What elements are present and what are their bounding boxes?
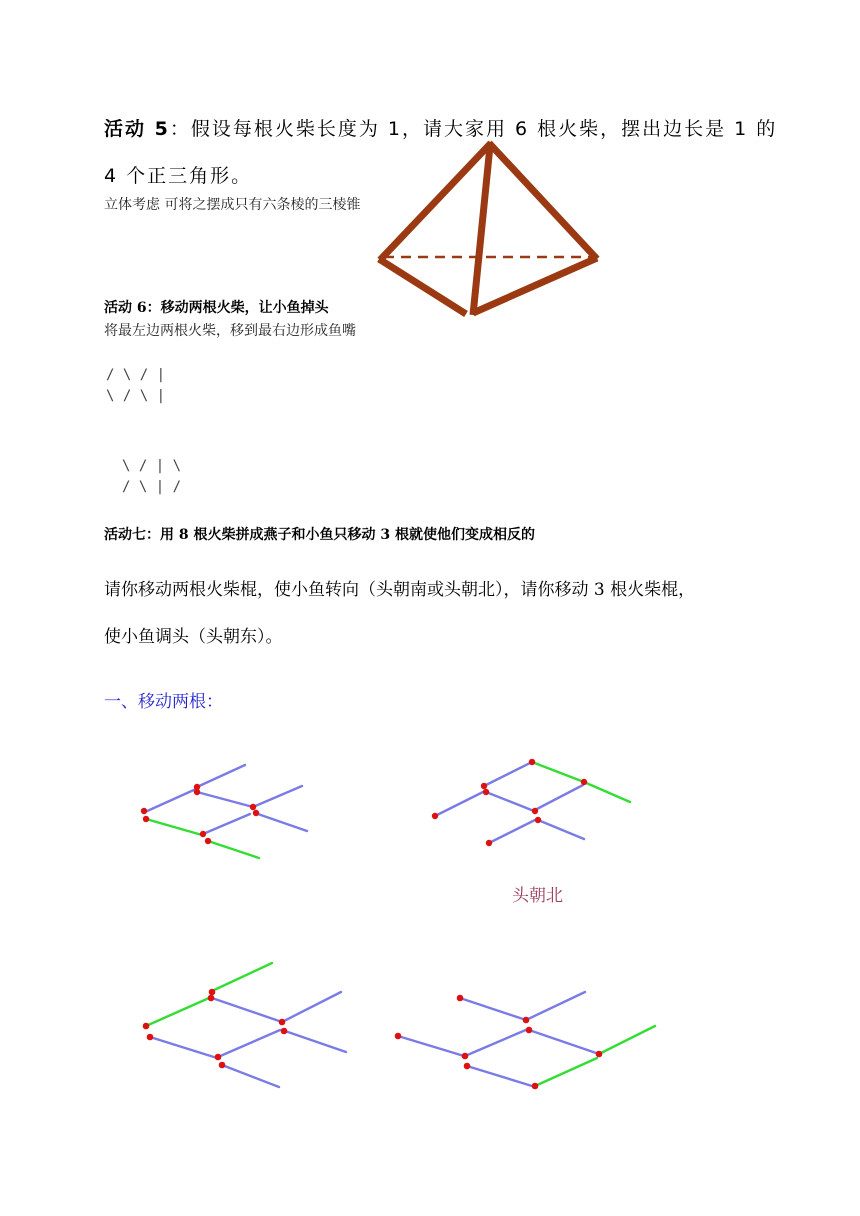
blue-match	[538, 820, 584, 839]
blue-match	[212, 998, 282, 1022]
blue-match	[435, 792, 483, 816]
green-match	[208, 841, 259, 858]
fish1-row2: \ / \ |	[106, 388, 166, 404]
fish-diagram-b	[432, 759, 630, 846]
fish-diagram-a	[141, 765, 307, 858]
blue-match	[535, 785, 583, 810]
blue-match	[255, 813, 307, 831]
blue-match	[398, 1036, 464, 1056]
activity5-note: 立体考虑 可将之摆成只有六条棱的三棱锥	[104, 197, 361, 213]
section1-heading: 一、移动两根：	[104, 692, 223, 712]
green-match	[535, 1058, 597, 1086]
blue-match	[526, 992, 585, 1020]
activity5-label: 活动 5	[104, 118, 170, 140]
blue-match	[460, 998, 526, 1020]
instruction-line1: 请你移动两根火柴棍，使小鱼转向（头朝南或头朝北），请你移动 3 根火柴棍，	[104, 580, 696, 600]
blue-match	[197, 792, 253, 807]
fish1-row1: / \ / |	[106, 367, 166, 383]
green-match	[599, 1026, 655, 1054]
green-match	[212, 963, 272, 991]
green-match	[146, 998, 209, 1026]
blue-match	[150, 1037, 217, 1058]
green-match	[532, 762, 584, 782]
blue-match	[484, 762, 532, 786]
blue-match	[203, 814, 250, 834]
fish-diagram-d	[395, 992, 655, 1089]
blue-match	[486, 792, 534, 811]
blue-match	[465, 1029, 528, 1056]
blue-match	[285, 1031, 346, 1052]
blue-match	[282, 992, 341, 1022]
green-match	[146, 819, 202, 835]
activity6-title: 活动 6：移动两根火柴，让小鱼掉头	[104, 300, 329, 316]
activity7-title: 活动七：用 8 根火柴拼成燕子和小鱼只移动 3 根就使他们变成相反的	[104, 527, 535, 543]
blue-match	[529, 1030, 599, 1054]
blue-match	[222, 1065, 279, 1087]
fish2-row1: \ / | \	[122, 458, 182, 474]
instruction-line2: 使小鱼调头（头朝东）。	[104, 627, 283, 647]
green-match	[584, 782, 630, 802]
blue-match	[489, 820, 535, 843]
activity5-text: ：假设每根火柴长度为 1，请大家用 6 根火柴，摆出边长是 1 的	[169, 118, 778, 140]
activity5-line2: 4 个正三角形。	[104, 165, 253, 187]
caption-head-north: 头朝北	[512, 886, 563, 906]
blue-match	[467, 1066, 532, 1086]
blue-match	[145, 789, 196, 812]
blue-match	[253, 786, 302, 807]
blue-match	[197, 765, 245, 787]
fish2-row2: / \ | /	[122, 479, 182, 495]
blue-match	[218, 1030, 280, 1057]
fish-diagram-c	[143, 963, 346, 1087]
activity6-note: 将最左边两根火柴，移到最右边形成鱼嘴	[104, 323, 356, 339]
